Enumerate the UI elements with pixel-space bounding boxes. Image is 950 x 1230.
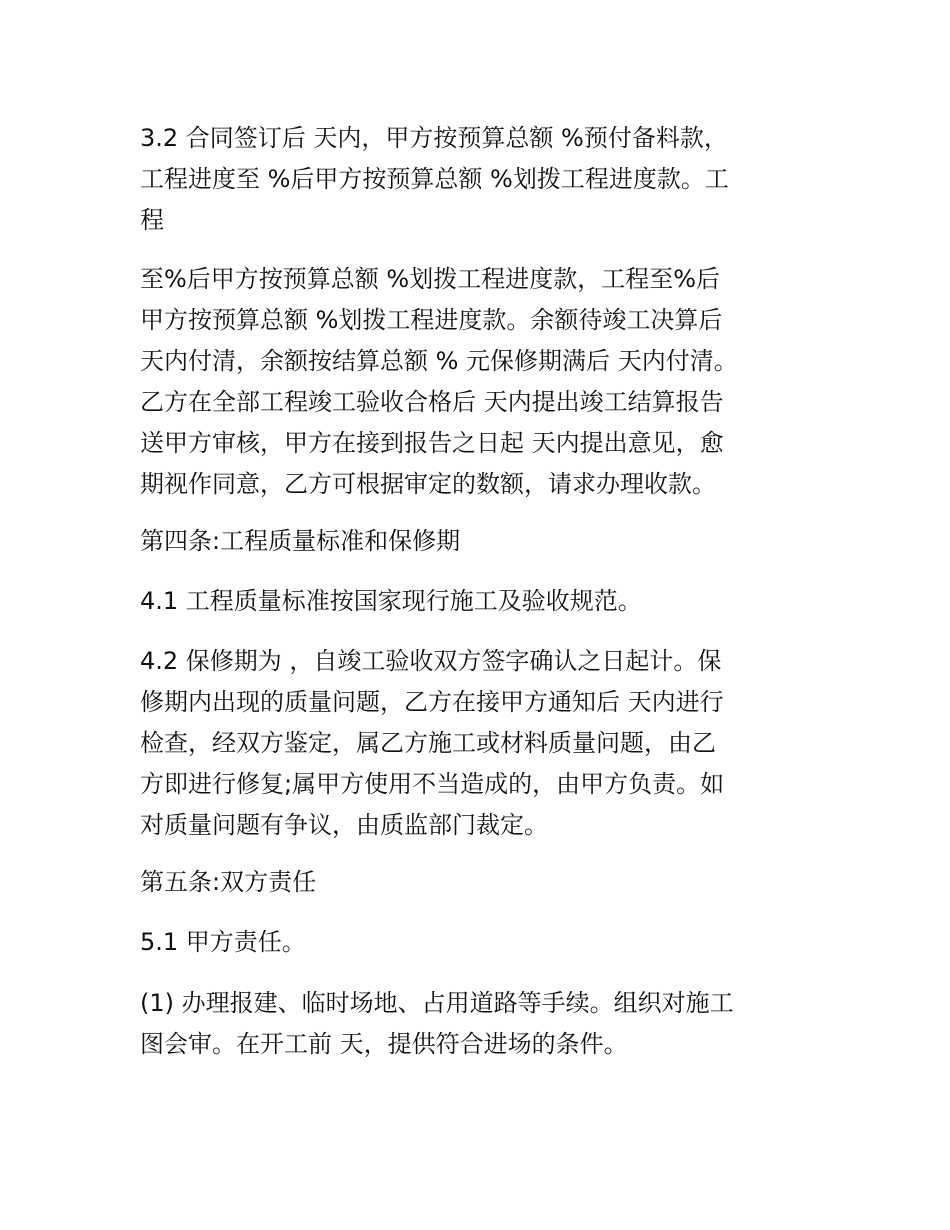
- article-5-heading: [140, 862, 820, 903]
- text-line: 5.1 甲方责任。: [140, 928, 306, 956]
- heading-line: 第四条:工程质量标准和保修期: [140, 527, 461, 555]
- text-line: 甲方按预算总额 %划拨工程进度款。余额待竣工决算后: [140, 306, 723, 334]
- payment-terms-paragraph: [140, 259, 820, 505]
- text-line: 对质量问题有争议，由质监部门裁定。: [140, 811, 548, 839]
- text-line: 检查，经双方鉴定，属乙方施工或材料质量问题，由乙: [140, 729, 716, 757]
- text-line: 工程进度至 %后甲方按预算总额 %划拨工程进度款。工: [140, 165, 729, 193]
- text-line: 方即进行修复;属甲方使用不当造成的，由甲方负责。如: [140, 770, 725, 798]
- text-line: 3.2 合同签订后 天内，甲方按预算总额 %预付备料款，: [140, 124, 728, 152]
- text-line: 乙方在全部工程竣工验收合格后 天内提出竣工结算报告: [140, 388, 724, 416]
- article-4-heading: [140, 521, 820, 562]
- clause-5-1-item-1: [140, 983, 820, 1065]
- text-line: 修期内出现的质量问题，乙方在接甲方通知后 天内进行: [140, 688, 724, 716]
- heading-line: 第五条:双方责任: [140, 868, 317, 896]
- text-line: 4.1 工程质量标准按国家现行施工及验收规范。: [140, 587, 642, 615]
- clause-4-2: [140, 641, 820, 846]
- clause-4-1: [140, 581, 820, 622]
- text-line: 天内付清，余额按结算总额 % 元保修期满后 天内付清。: [140, 347, 738, 375]
- text-line: 期视作同意，乙方可根据审定的数额，请求办理收款。: [140, 470, 716, 498]
- clause-3-2: [140, 118, 820, 241]
- text-line: 至%后甲方按预算总额 %划拨工程进度款，工程至%后: [140, 265, 721, 293]
- clause-5-1: [140, 922, 820, 963]
- text-line: (1) 办理报建、临时场地、占用道路等手续。组织对施工: [140, 989, 734, 1017]
- text-line: 送甲方审核，甲方在接到报告之日起 天内提出意见，愈: [140, 429, 724, 457]
- text-line: 程: [140, 206, 164, 234]
- text-line: 4.2 保修期为 ，自竣工验收双方签字确认之日起计。保: [140, 647, 722, 675]
- text-line: 图会审。在开工前 天，提供符合进场的条件。: [140, 1030, 628, 1058]
